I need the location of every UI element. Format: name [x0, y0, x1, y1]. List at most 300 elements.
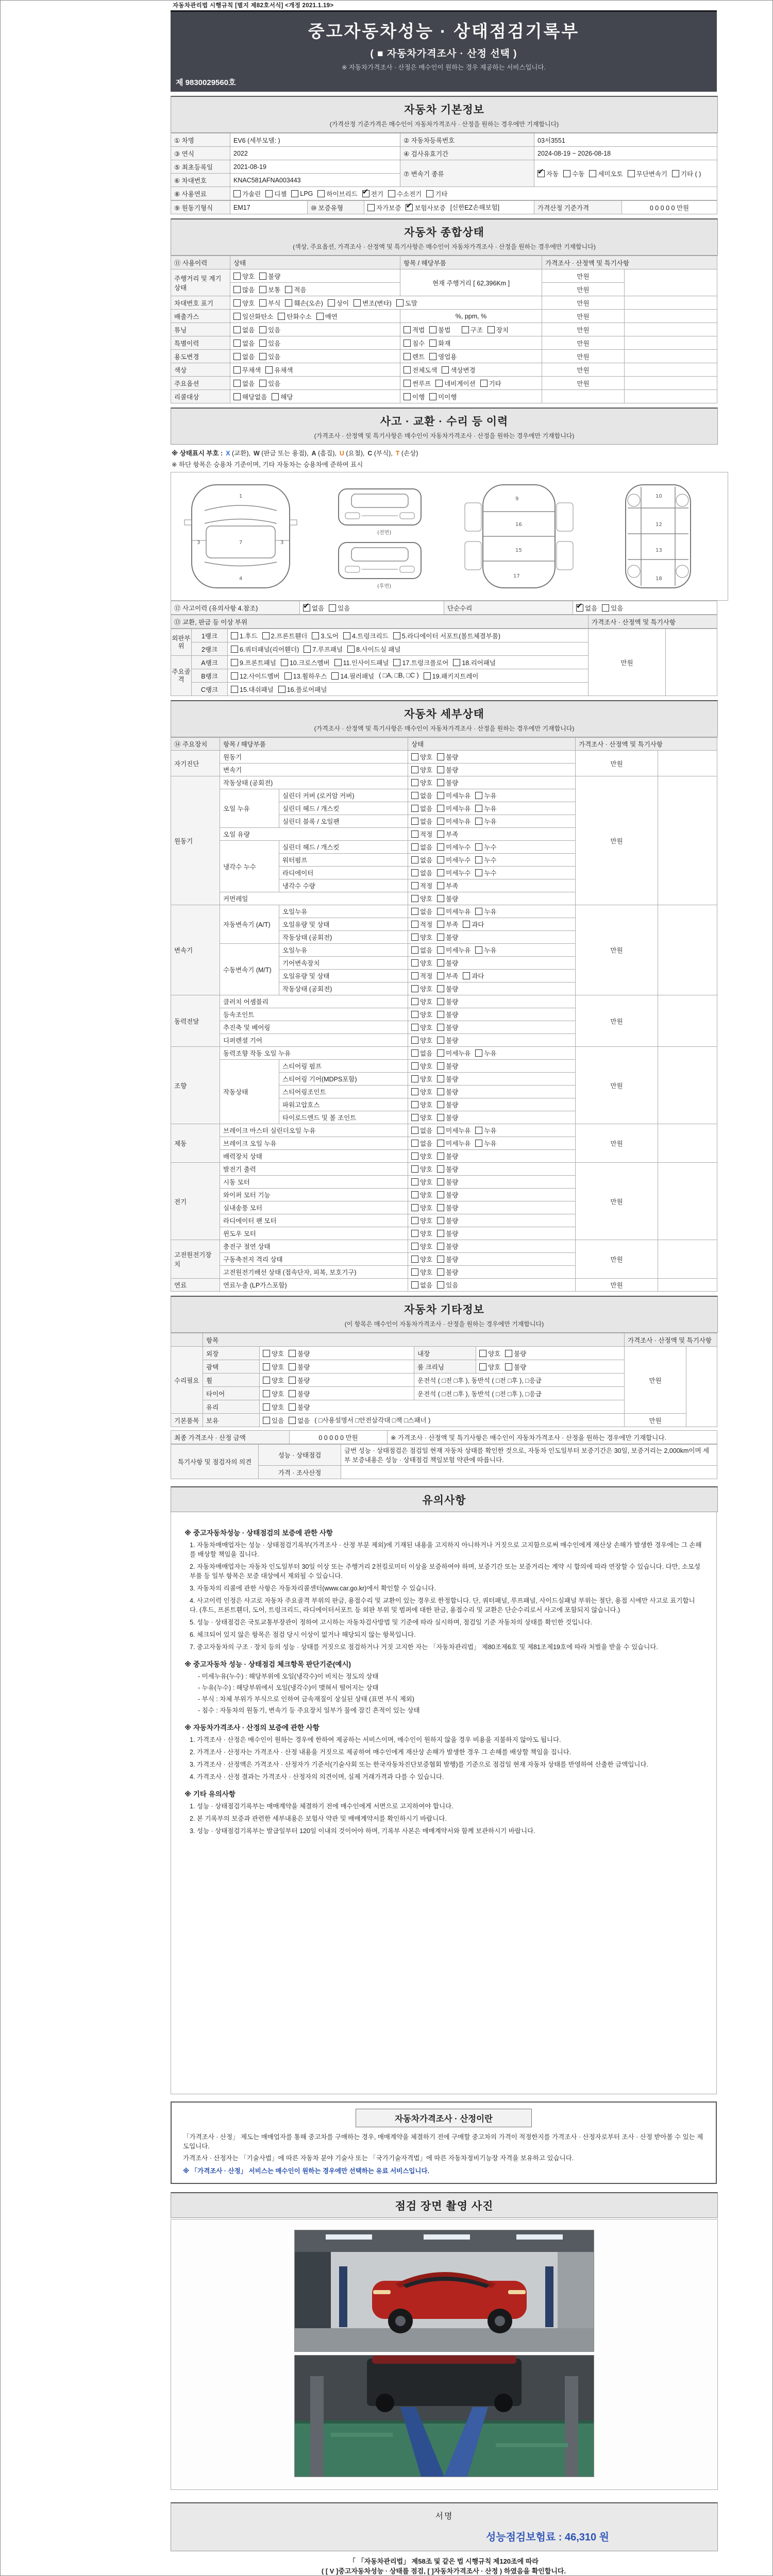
checkbox-없음[interactable]: [233, 353, 241, 360]
checkbox-불량[interactable]: [437, 985, 444, 992]
checkbox-item: [437, 971, 458, 980]
checkbox-없음[interactable]: [411, 843, 418, 851]
checkbox-양호[interactable]: [411, 1024, 418, 1031]
checkbox-item: [263, 1349, 284, 1358]
checkbox-불량[interactable]: [437, 1165, 444, 1173]
checkbox-화재[interactable]: [429, 340, 436, 347]
checkbox-양호[interactable]: [411, 998, 418, 1005]
table-cell: [408, 1163, 576, 1176]
table-cell: 2랭크: [192, 642, 228, 656]
table-cell: ※ 가격조사 · 산정액 및 특기사항은 매수인이 자동차가격조사 · 산정을 원하는 경우에만 기재합니다.: [388, 1431, 717, 1444]
checkbox-양호[interactable]: [263, 1390, 270, 1397]
checkbox-적법[interactable]: [404, 326, 411, 333]
checkbox-12.사이드멤버[interactable]: [231, 672, 238, 680]
table-cell: 만원: [625, 1414, 686, 1427]
checkbox-불량[interactable]: [505, 1363, 512, 1370]
checkbox-양호[interactable]: [411, 753, 418, 760]
checkbox-item: [393, 658, 448, 667]
checkbox-없음[interactable]: [289, 1417, 296, 1424]
checkbox-침수[interactable]: [404, 340, 411, 347]
checkbox-label: 불량: [446, 1114, 459, 1122]
checkbox-해당[interactable]: [272, 393, 279, 400]
checkbox-양호[interactable]: [411, 1165, 418, 1173]
checkbox-양호[interactable]: [411, 1191, 418, 1198]
checkbox-없음[interactable]: [411, 856, 418, 863]
checkbox-item: [291, 190, 313, 197]
checkbox-없음[interactable]: [233, 326, 241, 333]
checkbox-label: 양호: [420, 998, 433, 1006]
checkbox-label: 미세누유: [446, 818, 471, 825]
checkbox-누유[interactable]: [475, 792, 482, 799]
checkbox-7.루프패널[interactable]: [304, 646, 311, 653]
table-cell: 원동기: [171, 776, 220, 905]
checkbox-16.플로어패널[interactable]: [278, 686, 285, 693]
checkbox-5.라디에이터 서포트(볼트체결부품)[interactable]: [393, 632, 400, 639]
checkbox-양호[interactable]: [411, 1101, 418, 1108]
checkbox-불법[interactable]: [429, 326, 436, 333]
table-cell: 내장: [414, 1347, 476, 1360]
table-cell: [400, 377, 542, 390]
checkbox-변조(변타)[interactable]: [354, 299, 361, 307]
checkbox-불량[interactable]: [289, 1377, 296, 1384]
checkbox-item: [411, 1164, 432, 1174]
table-cell: 오일유량 및 상태: [279, 970, 408, 982]
checkbox-양호[interactable]: [411, 959, 418, 967]
checkbox-많음[interactable]: [233, 286, 241, 293]
checkbox-하이브리드[interactable]: [317, 190, 325, 197]
checkbox-누수[interactable]: [475, 856, 482, 863]
checkbox-불량[interactable]: [437, 1230, 444, 1237]
checkbox-가솔린[interactable]: [233, 190, 241, 197]
checkbox-부족[interactable]: [437, 882, 444, 889]
table-cell: 타이어: [203, 1387, 260, 1400]
notice-item: 7. 중고자동차의 구조 · 장치 등의 성능 · 상태를 거짓으로 점검하거나 거짓 고지한 자는 「자동차관리법」 제80조제6호 및 제81조제19호에 따라 처벌을 받을 수 있습니다.: [190, 1643, 658, 1651]
checkbox-미세누유[interactable]: [437, 805, 444, 812]
checkbox-item: [411, 804, 432, 813]
checkbox-label: 있음: [338, 604, 350, 612]
state-code-A: A: [311, 450, 316, 457]
checkbox-미세누유[interactable]: [437, 1140, 444, 1147]
checkbox-유채색[interactable]: [265, 366, 273, 374]
checkbox-전체도색[interactable]: [404, 366, 411, 374]
table-cell: [408, 867, 576, 879]
checkbox-10.크로스멤버[interactable]: [281, 659, 288, 666]
checkbox-썬루프[interactable]: [404, 380, 411, 387]
checkbox-없음[interactable]: [233, 380, 241, 387]
checkbox-item: [233, 352, 255, 361]
checkbox-없음[interactable]: [411, 946, 418, 954]
checkbox-label: 불량: [446, 1205, 459, 1212]
checkbox-색상변경[interactable]: [442, 366, 449, 374]
checkbox-13.휠하우스[interactable]: [284, 672, 292, 680]
checkbox-item: [406, 203, 445, 212]
section-basic-title: 자동차 기본정보: [404, 104, 484, 116]
table-cell: 작동상태 (공회전): [279, 982, 408, 995]
checkbox-양호[interactable]: [479, 1350, 486, 1357]
checkbox-양호[interactable]: [479, 1363, 486, 1370]
checkbox-무채색[interactable]: [233, 366, 241, 374]
checkbox-있음[interactable]: [259, 380, 266, 387]
checkbox-구조[interactable]: [462, 326, 469, 333]
checkbox-미세누유[interactable]: [437, 1049, 444, 1057]
signature-label: 서명: [435, 2512, 453, 2521]
inline-note: 운전석 ( □전 □후 ), 동반석 ( □전 □후 ), □응급: [417, 1377, 542, 1384]
checkbox-불량[interactable]: [437, 1256, 444, 1263]
checkbox-label: 양호: [272, 1350, 284, 1358]
svg-text:12: 12: [656, 522, 662, 528]
checkbox-과다[interactable]: [463, 972, 470, 979]
checkbox-양호[interactable]: [411, 1062, 418, 1070]
checkbox-불량[interactable]: [437, 1114, 444, 1121]
checkbox-미세누유[interactable]: [437, 1127, 444, 1134]
table-cell: 스티어링 기어(MDPS포함): [279, 1073, 408, 1086]
checkbox-양호[interactable]: [263, 1363, 270, 1370]
checkbox-item: [404, 325, 425, 334]
checkbox-불량[interactable]: [437, 959, 444, 967]
checkbox-양호[interactable]: [411, 1256, 418, 1263]
checkbox-있음[interactable]: [259, 353, 266, 360]
notice-item: 4. 사고이력 인정은 사고로 자동차 주요골격 부위의 판금, 용접수리 및 교환이 있는 경우로 한정합니다. 단, 쿼터패널, 루프패널, 사이드실패널 부위는 절단, 용접 시에만 사고로 표기합니다. (후드, 프론트휀더, 도어, 트렁크리드, 라디에이터서포트 등 외판 부위 및 범퍼에 대한 판금, 용접수리 및 교환은 단순수리로서 사고에 포함되지 않습니다.): [190, 1597, 695, 1614]
checkbox-label: 미세누수: [446, 844, 471, 851]
checkbox-전기[interactable]: [362, 190, 369, 197]
checkbox-불량[interactable]: [437, 1217, 444, 1224]
checkbox-item: [411, 855, 432, 865]
notice-item: 4. 가격조사 · 산정 결과는 가격조사 · 산정자의 의견이며, 실제 거래가격과 다를 수 있습니다.: [190, 1773, 444, 1781]
checkbox-label: 불량: [268, 273, 281, 280]
checkbox-label: 누수: [484, 844, 497, 851]
checkbox-자동[interactable]: [537, 170, 545, 177]
checkbox-양호[interactable]: [263, 1403, 270, 1411]
checkbox-item: [437, 1074, 458, 1083]
checkbox-17.트렁크플로어[interactable]: [393, 659, 400, 666]
checkbox-양호[interactable]: [411, 1011, 418, 1018]
checkbox-양호[interactable]: [263, 1350, 270, 1357]
checkbox-누유[interactable]: [475, 1140, 482, 1147]
checkbox-item: [437, 997, 458, 1006]
checkbox-불량[interactable]: [437, 753, 444, 760]
checkbox-불량[interactable]: [289, 1363, 296, 1370]
state-code-desc: (판금 또는 용접),: [259, 450, 309, 457]
checkbox-label: 일산화탄소: [242, 313, 274, 320]
checkbox-label: 누유: [484, 908, 497, 916]
checkbox-item: [259, 272, 280, 281]
checkbox-양호[interactable]: [411, 1075, 418, 1082]
checkbox-영업용[interactable]: [429, 353, 436, 360]
table-cell: [476, 1347, 625, 1360]
checkbox-양호[interactable]: [411, 766, 418, 773]
checkbox-부족[interactable]: [437, 972, 444, 979]
checkbox-누유[interactable]: [475, 908, 482, 915]
checkbox-양호[interactable]: [263, 1377, 270, 1384]
table-cell: [625, 377, 717, 390]
checkbox-미세누수[interactable]: [437, 869, 444, 876]
checkbox-불량[interactable]: [437, 1243, 444, 1250]
car-diagram-top-view: [176, 480, 305, 593]
notice-item: 2. 본 기록부의 보증과 관련한 세부내용은 보험사 약관 및 매매계약서를 확인하시기 바랍니다.: [190, 1815, 447, 1822]
checkbox-미세누유[interactable]: [437, 818, 444, 825]
checkbox-없음[interactable]: [411, 869, 418, 876]
checkbox-없음[interactable]: [411, 805, 418, 812]
checkbox-불량[interactable]: [437, 895, 444, 902]
checkbox-불량[interactable]: [437, 1062, 444, 1070]
table-cell: 고전원전기배선 상태 (접속단자, 피복, 보호기구): [220, 1266, 408, 1279]
checkbox-적정[interactable]: [411, 972, 418, 979]
table-cell: 룸 크리닝: [414, 1360, 476, 1374]
checkbox-없음[interactable]: [411, 1281, 418, 1289]
checkbox-불량[interactable]: [437, 1101, 444, 1108]
checkbox-없음[interactable]: [411, 908, 418, 915]
checkbox-양호[interactable]: [411, 1153, 418, 1160]
checkbox-수동[interactable]: [563, 170, 570, 177]
checkbox-item: [259, 285, 280, 294]
checkbox-불량[interactable]: [289, 1390, 296, 1397]
checkbox-3.도어[interactable]: [312, 632, 319, 639]
checkbox-적정[interactable]: [411, 921, 418, 928]
checkbox-label: 불량: [446, 1166, 459, 1173]
checkbox-불량[interactable]: [437, 1178, 444, 1185]
checkbox-있음[interactable]: [259, 326, 266, 333]
checkbox-미이행[interactable]: [429, 393, 436, 400]
checkbox-도말[interactable]: [396, 299, 404, 307]
checkbox-양호[interactable]: [411, 1088, 418, 1095]
checkbox-있음[interactable]: [329, 604, 336, 612]
checkbox-label: 장치: [496, 326, 509, 334]
checkbox-양호[interactable]: [411, 1037, 418, 1044]
checkbox-있음[interactable]: [263, 1417, 270, 1424]
checkbox-item: [475, 817, 496, 826]
checkbox-없음[interactable]: [303, 604, 310, 612]
checkbox-양호[interactable]: [411, 1268, 418, 1276]
checkbox-item: [259, 325, 280, 334]
checkbox-label: 양호: [420, 1037, 433, 1044]
checkbox-label: 전기: [371, 190, 383, 198]
checkbox-부족[interactable]: [437, 831, 444, 838]
checkbox-보험사보증[interactable]: [406, 204, 413, 211]
checkbox-누유[interactable]: [475, 818, 482, 825]
checkbox-item: [437, 1048, 470, 1058]
checkbox-부족[interactable]: [437, 921, 444, 928]
checkbox-item: [411, 1036, 432, 1045]
checkbox-미세누수[interactable]: [437, 856, 444, 863]
checkbox-item: [411, 842, 432, 852]
checkbox-양호[interactable]: [411, 934, 418, 941]
table-cell: [228, 642, 589, 656]
checkbox-적음[interactable]: [285, 286, 292, 293]
checkbox-일산화탄소[interactable]: [233, 313, 241, 320]
checkbox-양호[interactable]: [233, 299, 241, 307]
state-code-desc: (흠집),: [316, 450, 337, 457]
checkbox-불량[interactable]: [437, 1011, 444, 1018]
checkbox-불량[interactable]: [437, 1204, 444, 1211]
table-cell: [408, 828, 576, 841]
checkbox-label: 3.도어: [321, 632, 339, 640]
checkbox-item: [303, 603, 324, 613]
checkbox-15.대쉬패널[interactable]: [231, 686, 238, 693]
checkbox-없음[interactable]: [411, 1127, 418, 1134]
checkbox-14.필러패널[interactable]: [331, 672, 339, 680]
checkbox-누유[interactable]: [475, 1127, 482, 1134]
checkbox-불량[interactable]: [259, 273, 266, 280]
checkbox-보통[interactable]: [259, 286, 266, 293]
checkbox-상이[interactable]: [328, 299, 335, 307]
checkbox-불량[interactable]: [505, 1350, 512, 1357]
checkbox-이행[interactable]: [404, 393, 411, 400]
table-cell: [230, 390, 400, 403]
notice-item: 2. 가격조사 · 산정자는 가격조사 · 산정 내용을 거짓으로 제공하여 매수인에게 재산상 손해가 발생한 경우 그 손해를 배상할 책임을 집니다.: [190, 1749, 572, 1756]
state-code-legend: [171, 445, 719, 459]
checkbox-미세누유[interactable]: [437, 946, 444, 954]
checkbox-미세누수[interactable]: [437, 843, 444, 851]
confirmation-text: [171, 2556, 717, 2576]
checkbox-양호[interactable]: [411, 895, 418, 902]
checkbox-불량[interactable]: [437, 1191, 444, 1198]
checkbox-수소전기[interactable]: [388, 190, 395, 197]
document-header: [171, 10, 717, 92]
checkbox-item: [233, 298, 255, 308]
checkbox-기타 ( )[interactable]: [672, 170, 679, 177]
checkbox-item: [263, 1402, 284, 1412]
table-cell: [625, 363, 717, 377]
checkbox-양호[interactable]: [411, 1243, 418, 1250]
checkbox-label: 양호: [488, 1363, 501, 1371]
checkbox-탄화수소[interactable]: [278, 313, 285, 320]
checkbox-8.사이드실 패널[interactable]: [347, 646, 355, 653]
checkbox-있음[interactable]: [259, 340, 266, 347]
checkbox-있음[interactable]: [437, 1281, 444, 1289]
checkbox-불량[interactable]: [289, 1350, 296, 1357]
checkbox-양호[interactable]: [411, 779, 418, 786]
checkbox-자가보증[interactable]: [367, 204, 375, 211]
checkbox-없음[interactable]: [576, 604, 583, 612]
checkbox-불량[interactable]: [289, 1403, 296, 1411]
table-cell: [625, 350, 717, 363]
checkbox-불량[interactable]: [437, 1075, 444, 1082]
checkbox-item: [233, 325, 255, 334]
checkbox-적정[interactable]: [411, 831, 418, 838]
table-cell: 냉각수 수량: [279, 879, 408, 892]
table-cell: 특기사항 및 점검자의 의견: [171, 1445, 259, 1479]
checkbox-label: 양호: [420, 1179, 433, 1186]
checkbox-양호[interactable]: [233, 273, 241, 280]
table-cell: [230, 296, 542, 310]
checkbox-18.리어패널[interactable]: [453, 659, 460, 666]
notice-heading: ※ 중고자동차성능 · 상태점검의 보증에 관한 사항: [184, 1529, 333, 1537]
checkbox-19.패키지트레이[interactable]: [424, 672, 431, 680]
checkbox-label: 가솔린: [242, 190, 261, 198]
checkbox-11.인사이드패널[interactable]: [334, 659, 342, 666]
checkbox-불량[interactable]: [437, 766, 444, 773]
checkbox-9.프론트패널[interactable]: [231, 659, 238, 666]
notice-item: - 부식 : 차체 부위가 부식으로 인하여 금속재질이 상실된 상태 (표면 부식 제외): [198, 1696, 414, 1703]
checkbox-양호[interactable]: [411, 1204, 418, 1211]
checkbox-장치[interactable]: [488, 326, 495, 333]
checkbox-불량[interactable]: [437, 1153, 444, 1160]
table-cell: 보유: [203, 1414, 260, 1427]
checkbox-양호[interactable]: [411, 985, 418, 992]
checkbox-양호[interactable]: [411, 1114, 418, 1121]
table-cell: ⑤ 최초등록일: [171, 160, 230, 174]
table-cell: [408, 802, 576, 815]
checkbox-과다[interactable]: [463, 921, 470, 928]
table-cell: [364, 201, 534, 214]
table-cell: [658, 1279, 717, 1292]
table-cell: 와이퍼 모터 기능: [220, 1189, 408, 1201]
checkbox-불량[interactable]: [437, 934, 444, 941]
checkbox-label: 있음: [268, 326, 281, 334]
checkbox-무단변속기[interactable]: [628, 170, 635, 177]
table-cell: [408, 815, 576, 828]
table-cell: 자동변속기 (A/T): [220, 905, 279, 944]
checkbox-양호[interactable]: [411, 1230, 418, 1237]
checkbox-부식[interactable]: [259, 299, 266, 307]
table-cell: 제동: [171, 1124, 220, 1163]
checkbox-없음[interactable]: [233, 340, 241, 347]
checkbox-없음[interactable]: [411, 1140, 418, 1147]
checkbox-label: 양호: [420, 934, 433, 941]
checkbox-디젤[interactable]: [265, 190, 273, 197]
checkbox-item: [343, 631, 389, 640]
checkbox-LPG[interactable]: [291, 190, 298, 197]
first-registration-date-value: 2021-08-19: [230, 160, 400, 174]
checkbox-기타[interactable]: [426, 190, 433, 197]
checkbox-누수[interactable]: [475, 869, 482, 876]
checkbox-렌트[interactable]: [404, 353, 411, 360]
checkbox-item: [411, 765, 432, 774]
table-cell: [658, 1124, 717, 1163]
notice-item: 1. 자동차매매업자는 성능 · 상태점검기록부(가격조사 · 산정 부분 제외)에 기재된 내용을 고지하지 아니하거나 거짓으로 고지함으로써 매수인에게 재산상 손해가 발생한 경우에는 그 손해를 배상할 책임을 집니다.: [190, 1541, 702, 1558]
checkbox-해당없음[interactable]: [233, 393, 241, 400]
checkbox-누유[interactable]: [475, 1049, 482, 1057]
checkbox-6.쿼터패널(리어휀더)[interactable]: [231, 646, 238, 653]
notice-item: - 미세누유(누수) : 해당부위에 오일(냉각수)이 비치는 정도의 상태: [198, 1673, 379, 1680]
checkbox-불량[interactable]: [437, 998, 444, 1005]
checkbox-4.트렁크리드[interactable]: [343, 632, 350, 639]
checkbox-없음[interactable]: [411, 818, 418, 825]
checkbox-누수[interactable]: [475, 843, 482, 851]
checkbox-훼손(오손)[interactable]: [285, 299, 292, 307]
checkbox-양호[interactable]: [411, 1178, 418, 1185]
checkbox-누유[interactable]: [475, 805, 482, 812]
checkbox-미세누유[interactable]: [437, 908, 444, 915]
checkbox-불량[interactable]: [437, 1037, 444, 1044]
checkbox-item: [437, 778, 458, 787]
checkbox-세미오토[interactable]: [589, 170, 596, 177]
checkbox-불량[interactable]: [437, 1024, 444, 1031]
checkbox-누유[interactable]: [475, 946, 482, 954]
table-cell: [658, 1163, 717, 1240]
checkbox-적정[interactable]: [411, 882, 418, 889]
checkbox-네비게이션[interactable]: [435, 380, 443, 387]
checkbox-item: [411, 1087, 432, 1096]
checkbox-label: 10.크로스멤버: [289, 659, 330, 667]
checkbox-label: 양호: [272, 1363, 284, 1371]
checkbox-양호[interactable]: [411, 1217, 418, 1224]
checkbox-없음[interactable]: [411, 792, 418, 799]
checkbox-미세누유[interactable]: [437, 792, 444, 799]
checkbox-불량[interactable]: [437, 1268, 444, 1276]
checkbox-item: [437, 829, 458, 839]
table-cell: 변속기: [220, 764, 408, 776]
table-cell: ⑨ 원동기형식: [171, 201, 230, 214]
checkbox-있음[interactable]: [602, 604, 609, 612]
checkbox-매연[interactable]: [316, 313, 324, 320]
checkbox-기타[interactable]: [480, 380, 488, 387]
checkbox-없음[interactable]: [411, 1049, 418, 1057]
checkbox-2.프론트휀더[interactable]: [262, 632, 270, 639]
checkbox-불량[interactable]: [437, 1088, 444, 1095]
checkbox-불량[interactable]: [437, 779, 444, 786]
checkbox-1.후드[interactable]: [231, 632, 238, 639]
